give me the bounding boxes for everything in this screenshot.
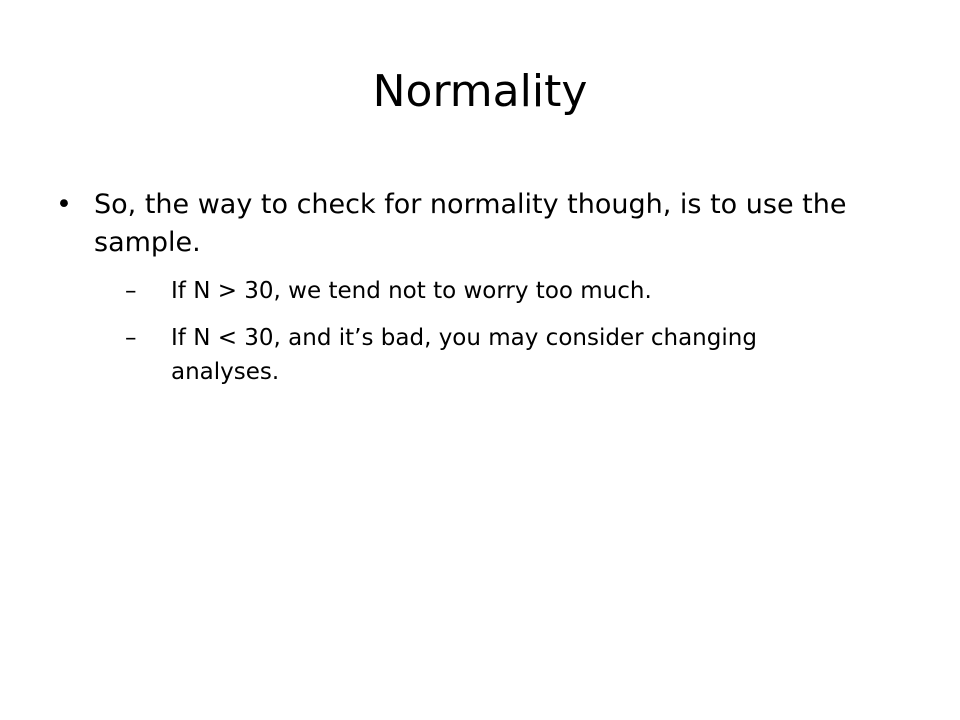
sub-bullet-text: If N > 30, we tend not to worry too much. <box>171 278 652 304</box>
sub-bullet-marker: – <box>125 278 137 304</box>
bullet-item <box>56 186 856 262</box>
slide-body <box>56 186 856 402</box>
slide-title: Normality <box>372 66 588 117</box>
sub-bullet-item <box>56 274 856 308</box>
sub-bullet-marker: – <box>125 325 137 351</box>
bullet-marker: • <box>56 189 72 220</box>
sub-bullet-item <box>56 321 856 389</box>
bullet-text: So, the way to check for normality though, is to use the sample. <box>94 189 847 258</box>
sub-bullet-text: If N < 30, and it’s bad, you may consider changing analyses. <box>171 325 757 385</box>
